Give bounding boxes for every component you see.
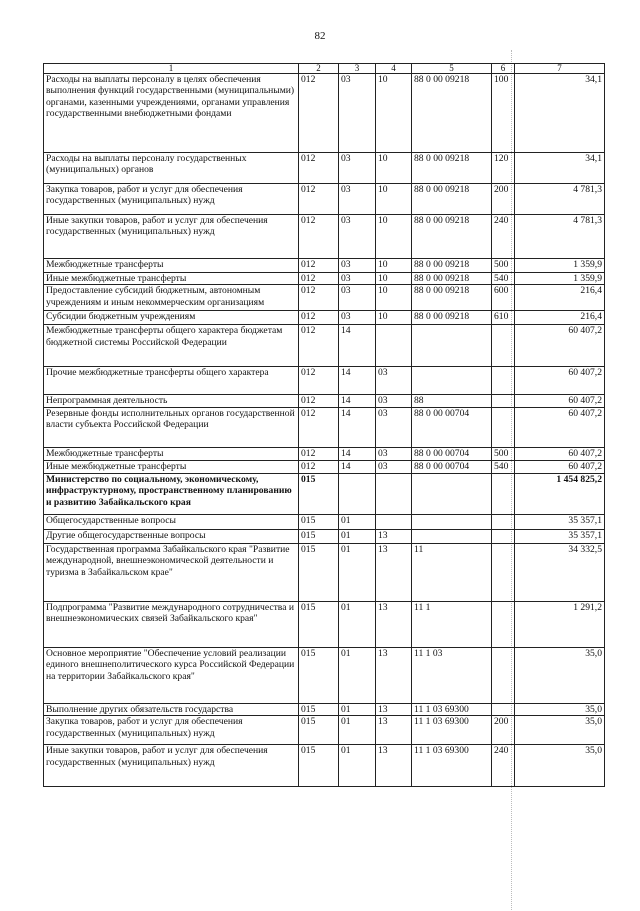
section-cell: 14 [339, 395, 376, 407]
row-name-cell: Министерство по социальному, экономическому, инфраструктурному, пространственному планированию и развитию Забайкальского края [44, 473, 299, 514]
row-name-cell: Прочие межбюджетные трансферты общего характера [44, 367, 299, 395]
expense-type-cell [492, 367, 515, 395]
table-row [44, 745, 605, 787]
row-name-cell: Межбюджетные трансферты [44, 447, 299, 460]
table-row [44, 543, 605, 601]
expense-type-cell [492, 647, 515, 703]
expense-type-cell: 610 [492, 311, 515, 325]
amount-cell: 4 781,3 [515, 215, 605, 259]
expense-type-cell: 500 [492, 259, 515, 273]
section-cell: 01 [339, 514, 376, 529]
table-row [44, 601, 605, 647]
row-name-cell: Предоставление субсидий бюджетным, автономным учреждениям и иным некоммерческим организациям [44, 285, 299, 311]
row-name-cell: Иные закупки товаров, работ и услуг для обеспечения государственных (муниципальных) нужд [44, 215, 299, 259]
amount-cell: 35,0 [515, 647, 605, 703]
subsection-cell: 03 [376, 460, 412, 473]
row-name-cell: Подпрограмма "Развитие международного сотрудничества и внешнеэкономических связей Забайкальского края" [44, 601, 299, 647]
amount-cell: 1 359,9 [515, 273, 605, 285]
row-name-cell: Субсидии бюджетным учреждениям [44, 311, 299, 325]
table-row [44, 367, 605, 395]
table-row [44, 447, 605, 460]
amount-cell: 60 407,2 [515, 395, 605, 407]
chapter-code-cell: 015 [299, 703, 339, 715]
table-row [44, 473, 605, 514]
amount-cell: 216,4 [515, 311, 605, 325]
chapter-code-cell: 015 [299, 473, 339, 514]
chapter-code-cell: 012 [299, 153, 339, 184]
expense-type-cell [492, 407, 515, 447]
row-name-cell: Закупка товаров, работ и услуг для обеспечения государственных (муниципальных) нужд [44, 716, 299, 745]
amount-cell: 35,0 [515, 716, 605, 745]
chapter-code-cell: 012 [299, 184, 339, 215]
chapter-code-cell: 015 [299, 716, 339, 745]
target-article-cell [412, 325, 492, 367]
table-row [44, 184, 605, 215]
section-cell: 14 [339, 407, 376, 447]
section-cell: 03 [339, 285, 376, 311]
subsection-cell: 03 [376, 407, 412, 447]
budget-table [43, 63, 605, 787]
amount-cell: 4 781,3 [515, 184, 605, 215]
subsection-cell [376, 514, 412, 529]
table-row [44, 285, 605, 311]
target-article-cell: 88 0 00 09218 [412, 259, 492, 273]
row-name-cell: Закупка товаров, работ и услуг для обеспечения государственных (муниципальных) нужд [44, 184, 299, 215]
subsection-cell: 13 [376, 529, 412, 543]
subsection-cell: 03 [376, 395, 412, 407]
subsection-cell: 10 [376, 273, 412, 285]
table-row [44, 514, 605, 529]
subsection-cell: 10 [376, 285, 412, 311]
row-name-cell: Резервные фонды исполнительных органов государственной власти субъекта Российской Федерации [44, 407, 299, 447]
target-article-cell: 88 0 00 09218 [412, 273, 492, 285]
chapter-code-cell: 012 [299, 395, 339, 407]
expense-type-cell: 240 [492, 215, 515, 259]
table-row [44, 311, 605, 325]
section-cell: 01 [339, 601, 376, 647]
column-header: 7 [515, 64, 605, 74]
subsection-cell: 10 [376, 259, 412, 273]
row-name-cell: Другие общегосударственные вопросы [44, 529, 299, 543]
table-row [44, 395, 605, 407]
amount-cell: 1 454 825,2 [515, 473, 605, 514]
section-cell: 01 [339, 745, 376, 787]
section-cell: 01 [339, 543, 376, 601]
subsection-cell [376, 325, 412, 367]
expense-type-cell: 120 [492, 153, 515, 184]
chapter-code-cell: 012 [299, 311, 339, 325]
chapter-code-cell: 012 [299, 447, 339, 460]
row-name-cell: Межбюджетные трансферты общего характера бюджетам бюджетной системы Российской Федерации [44, 325, 299, 367]
table-row [44, 647, 605, 703]
table-row [44, 215, 605, 259]
target-article-cell [412, 514, 492, 529]
table-row [44, 407, 605, 447]
chapter-code-cell: 012 [299, 74, 339, 153]
amount-cell: 34,1 [515, 74, 605, 153]
expense-type-cell: 500 [492, 447, 515, 460]
target-article-cell: 11 1 03 69300 [412, 703, 492, 715]
expense-type-cell [492, 473, 515, 514]
table-header-row [44, 64, 605, 74]
column-header: 3 [339, 64, 376, 74]
amount-cell: 35,0 [515, 745, 605, 787]
subsection-cell: 13 [376, 745, 412, 787]
target-article-cell [412, 529, 492, 543]
target-article-cell [412, 367, 492, 395]
subsection-cell: 13 [376, 543, 412, 601]
section-cell: 03 [339, 184, 376, 215]
expense-type-cell [492, 703, 515, 715]
chapter-code-cell: 015 [299, 543, 339, 601]
table-row [44, 153, 605, 184]
row-name-cell: Иные межбюджетные трансферты [44, 273, 299, 285]
expense-type-cell [492, 325, 515, 367]
section-cell: 03 [339, 74, 376, 153]
table-row [44, 259, 605, 273]
amount-cell: 34 332,5 [515, 543, 605, 601]
table-row [44, 273, 605, 285]
amount-cell: 35 357,1 [515, 529, 605, 543]
expense-type-cell: 200 [492, 716, 515, 745]
amount-cell: 34,1 [515, 153, 605, 184]
expense-type-cell: 100 [492, 74, 515, 153]
chapter-code-cell: 015 [299, 647, 339, 703]
subsection-cell: 03 [376, 447, 412, 460]
section-cell: 03 [339, 259, 376, 273]
row-name-cell: Расходы на выплаты персоналу государственных (муниципальных) органов [44, 153, 299, 184]
amount-cell: 60 407,2 [515, 325, 605, 367]
chapter-code-cell: 012 [299, 407, 339, 447]
target-article-cell: 11 1 03 69300 [412, 745, 492, 787]
amount-cell: 35 357,1 [515, 514, 605, 529]
expense-type-cell [492, 543, 515, 601]
amount-cell: 216,4 [515, 285, 605, 311]
target-article-cell: 88 0 00 09218 [412, 311, 492, 325]
subsection-cell: 13 [376, 601, 412, 647]
table-row [44, 325, 605, 367]
section-cell: 01 [339, 647, 376, 703]
target-article-cell: 88 0 00 00704 [412, 460, 492, 473]
row-name-cell: Расходы на выплаты персоналу в целях обеспечения выполнения функций государственными (муниципальными) органами, казенными учреждениями, органами управления государственными внебюджетными фондами [44, 74, 299, 153]
row-name-cell: Иные закупки товаров, работ и услуг для обеспечения государственных (муниципальных) нужд [44, 745, 299, 787]
section-cell: 01 [339, 529, 376, 543]
chapter-code-cell: 015 [299, 601, 339, 647]
section-cell: 01 [339, 703, 376, 715]
expense-type-cell [492, 514, 515, 529]
subsection-cell: 13 [376, 647, 412, 703]
subsection-cell: 13 [376, 716, 412, 745]
column-header: 1 [44, 64, 299, 74]
subsection-cell: 10 [376, 184, 412, 215]
column-header: 4 [376, 64, 412, 74]
target-article-cell: 11 1 03 69300 [412, 716, 492, 745]
section-cell: 03 [339, 311, 376, 325]
chapter-code-cell: 012 [299, 259, 339, 273]
target-article-cell: 88 0 00 09218 [412, 215, 492, 259]
subsection-cell [376, 473, 412, 514]
row-name-cell: Общегосударственные вопросы [44, 514, 299, 529]
amount-cell: 60 407,2 [515, 407, 605, 447]
amount-cell: 60 407,2 [515, 447, 605, 460]
expense-type-cell: 240 [492, 745, 515, 787]
target-article-cell: 88 0 00 09218 [412, 153, 492, 184]
target-article-cell: 88 0 00 09218 [412, 285, 492, 311]
section-cell: 14 [339, 325, 376, 367]
amount-cell: 1 291,2 [515, 601, 605, 647]
amount-cell: 1 359,9 [515, 259, 605, 273]
row-name-cell: Иные межбюджетные трансферты [44, 460, 299, 473]
section-cell: 14 [339, 460, 376, 473]
chapter-code-cell: 012 [299, 215, 339, 259]
table-row [44, 74, 605, 153]
target-article-cell [412, 473, 492, 514]
subsection-cell: 13 [376, 703, 412, 715]
table-body [44, 74, 605, 787]
chapter-code-cell: 012 [299, 325, 339, 367]
section-cell: 01 [339, 716, 376, 745]
section-cell: 03 [339, 215, 376, 259]
page-number: 82 [314, 30, 326, 42]
amount-cell: 60 407,2 [515, 367, 605, 395]
row-name-cell: Непрограммная деятельность [44, 395, 299, 407]
subsection-cell: 10 [376, 311, 412, 325]
section-cell: 03 [339, 273, 376, 285]
chapter-code-cell: 015 [299, 514, 339, 529]
chapter-code-cell: 012 [299, 460, 339, 473]
table-row [44, 529, 605, 543]
expense-type-cell: 540 [492, 460, 515, 473]
table-row [44, 703, 605, 715]
chapter-code-cell: 015 [299, 745, 339, 787]
chapter-code-cell: 012 [299, 367, 339, 395]
target-article-cell: 11 [412, 543, 492, 601]
expense-type-cell [492, 395, 515, 407]
target-article-cell: 88 0 00 09218 [412, 74, 492, 153]
subsection-cell: 10 [376, 153, 412, 184]
subsection-cell: 03 [376, 367, 412, 395]
row-name-cell: Межбюджетные трансферты [44, 259, 299, 273]
row-name-cell: Основное мероприятие "Обеспечение условий реализации единого внешнеполитического курса Российской Федерации на территории Забайкальского края" [44, 647, 299, 703]
target-article-cell: 11 1 [412, 601, 492, 647]
table-row [44, 460, 605, 473]
section-cell: 14 [339, 367, 376, 395]
column-header: 2 [299, 64, 339, 74]
amount-cell: 60 407,2 [515, 460, 605, 473]
expense-type-cell: 600 [492, 285, 515, 311]
subsection-cell: 10 [376, 74, 412, 153]
target-article-cell: 88 0 00 00704 [412, 447, 492, 460]
row-name-cell: Выполнение других обязательств государства [44, 703, 299, 715]
expense-type-cell [492, 529, 515, 543]
section-cell: 14 [339, 447, 376, 460]
expense-type-cell: 200 [492, 184, 515, 215]
target-article-cell: 88 0 00 00704 [412, 407, 492, 447]
expense-type-cell: 540 [492, 273, 515, 285]
chapter-code-cell: 015 [299, 529, 339, 543]
target-article-cell: 11 1 03 [412, 647, 492, 703]
target-article-cell: 88 0 00 09218 [412, 184, 492, 215]
table-row [44, 716, 605, 745]
section-cell: 03 [339, 153, 376, 184]
chapter-code-cell: 012 [299, 273, 339, 285]
expense-type-cell [492, 601, 515, 647]
amount-cell: 35,0 [515, 703, 605, 715]
chapter-code-cell: 012 [299, 285, 339, 311]
column-header: 6 [492, 64, 515, 74]
target-article-cell: 88 [412, 395, 492, 407]
section-cell [339, 473, 376, 514]
column-header: 5 [412, 64, 492, 74]
subsection-cell: 10 [376, 215, 412, 259]
row-name-cell: Государственная программа Забайкальского края "Развитие международной, внешнеэкономической деятельности и туризма в Забайкальском крае" [44, 543, 299, 601]
